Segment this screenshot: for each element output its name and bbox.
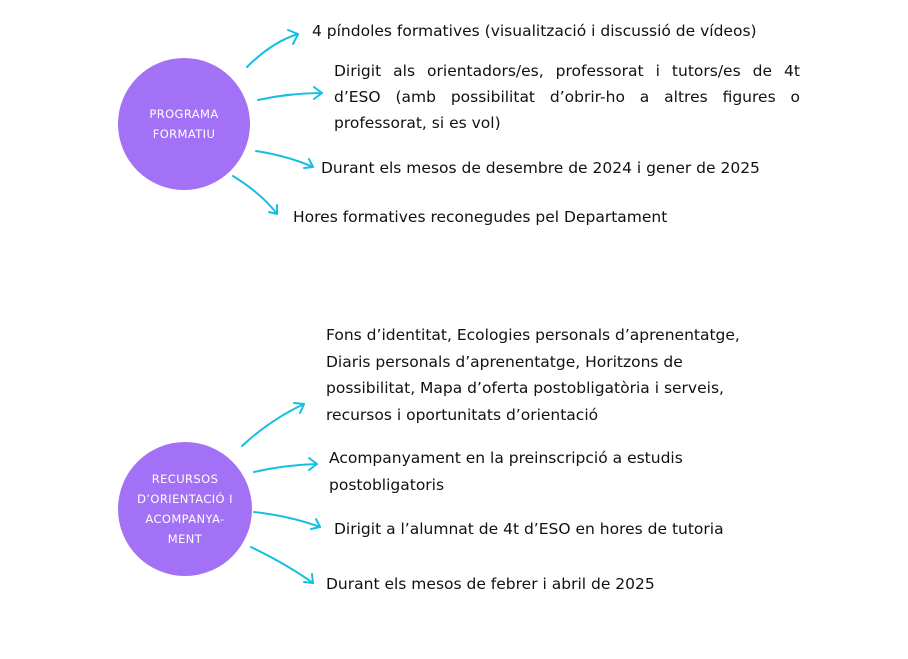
- item-line: recursos i oportunitats d’orientació: [326, 405, 599, 424]
- item-line: Dirigit als orientadors/es, professorat i tutors/es de 4t: [334, 62, 800, 80]
- item-line: Acompanyament en la preinscripció a estudis: [329, 449, 683, 467]
- item-line: Durant els mesos de febrer i abril de 2025: [326, 575, 655, 593]
- item-line: Hores formatives reconegudes pel Departament: [293, 208, 668, 226]
- item-line: 4 píndoles formatives (visualització i discussió de vídeos): [312, 22, 757, 40]
- recursos-item-2: [329, 445, 683, 498]
- item-line: d’ESO (amb possibilitat d’obrir-ho a altres figures o: [334, 88, 800, 106]
- recursos-item-1: [326, 322, 740, 428]
- programa-formatiu-circle: [118, 58, 250, 190]
- circle-label-line: D’ORIENTACIÓ I: [137, 492, 233, 506]
- circle-label-line: FORMATIU: [152, 127, 216, 141]
- arrow-recursos-3: [254, 512, 320, 529]
- item-line: Diaris personals d’aprenentatge, Horitzons de: [326, 352, 683, 371]
- arrow-programa-4: [233, 176, 277, 214]
- programa-item-1: [312, 20, 757, 42]
- circle-label-line: PROGRAMA: [149, 107, 219, 121]
- programa-item-2: [334, 58, 800, 136]
- arrow-programa-1: [247, 30, 298, 67]
- programa-item-3: [321, 157, 760, 179]
- item-line: postobligatoris: [329, 475, 445, 494]
- arrow-recursos-2: [254, 458, 317, 472]
- arrow-recursos-4: [251, 547, 313, 583]
- arrow-recursos-1: [242, 403, 304, 446]
- item-line: possibilitat, Mapa d’oferta postobligatòria i serveis,: [326, 379, 724, 397]
- item-line: professorat, si es vol): [334, 114, 501, 132]
- recursos-item-4: [326, 573, 655, 595]
- circle-label-line: RECURSOS: [151, 472, 219, 486]
- recursos-item-3: [334, 518, 724, 540]
- item-line: Dirigit a l’alumnat de 4t d’ESO en hores de tutoria: [334, 520, 724, 538]
- circle-label-line: MENT: [167, 532, 203, 546]
- arrow-programa-2: [258, 87, 322, 100]
- arrow-programa-3: [256, 151, 313, 168]
- item-line: Fons d’identitat, Ecologies personals d’aprenentatge,: [326, 326, 740, 344]
- programa-item-4: [293, 206, 667, 228]
- circle-label-line: ACOMPANYA-: [145, 512, 225, 526]
- recursos-orientacio-circle: [118, 442, 252, 576]
- item-line: Durant els mesos de desembre de 2024 i gener de 2025: [321, 159, 760, 177]
